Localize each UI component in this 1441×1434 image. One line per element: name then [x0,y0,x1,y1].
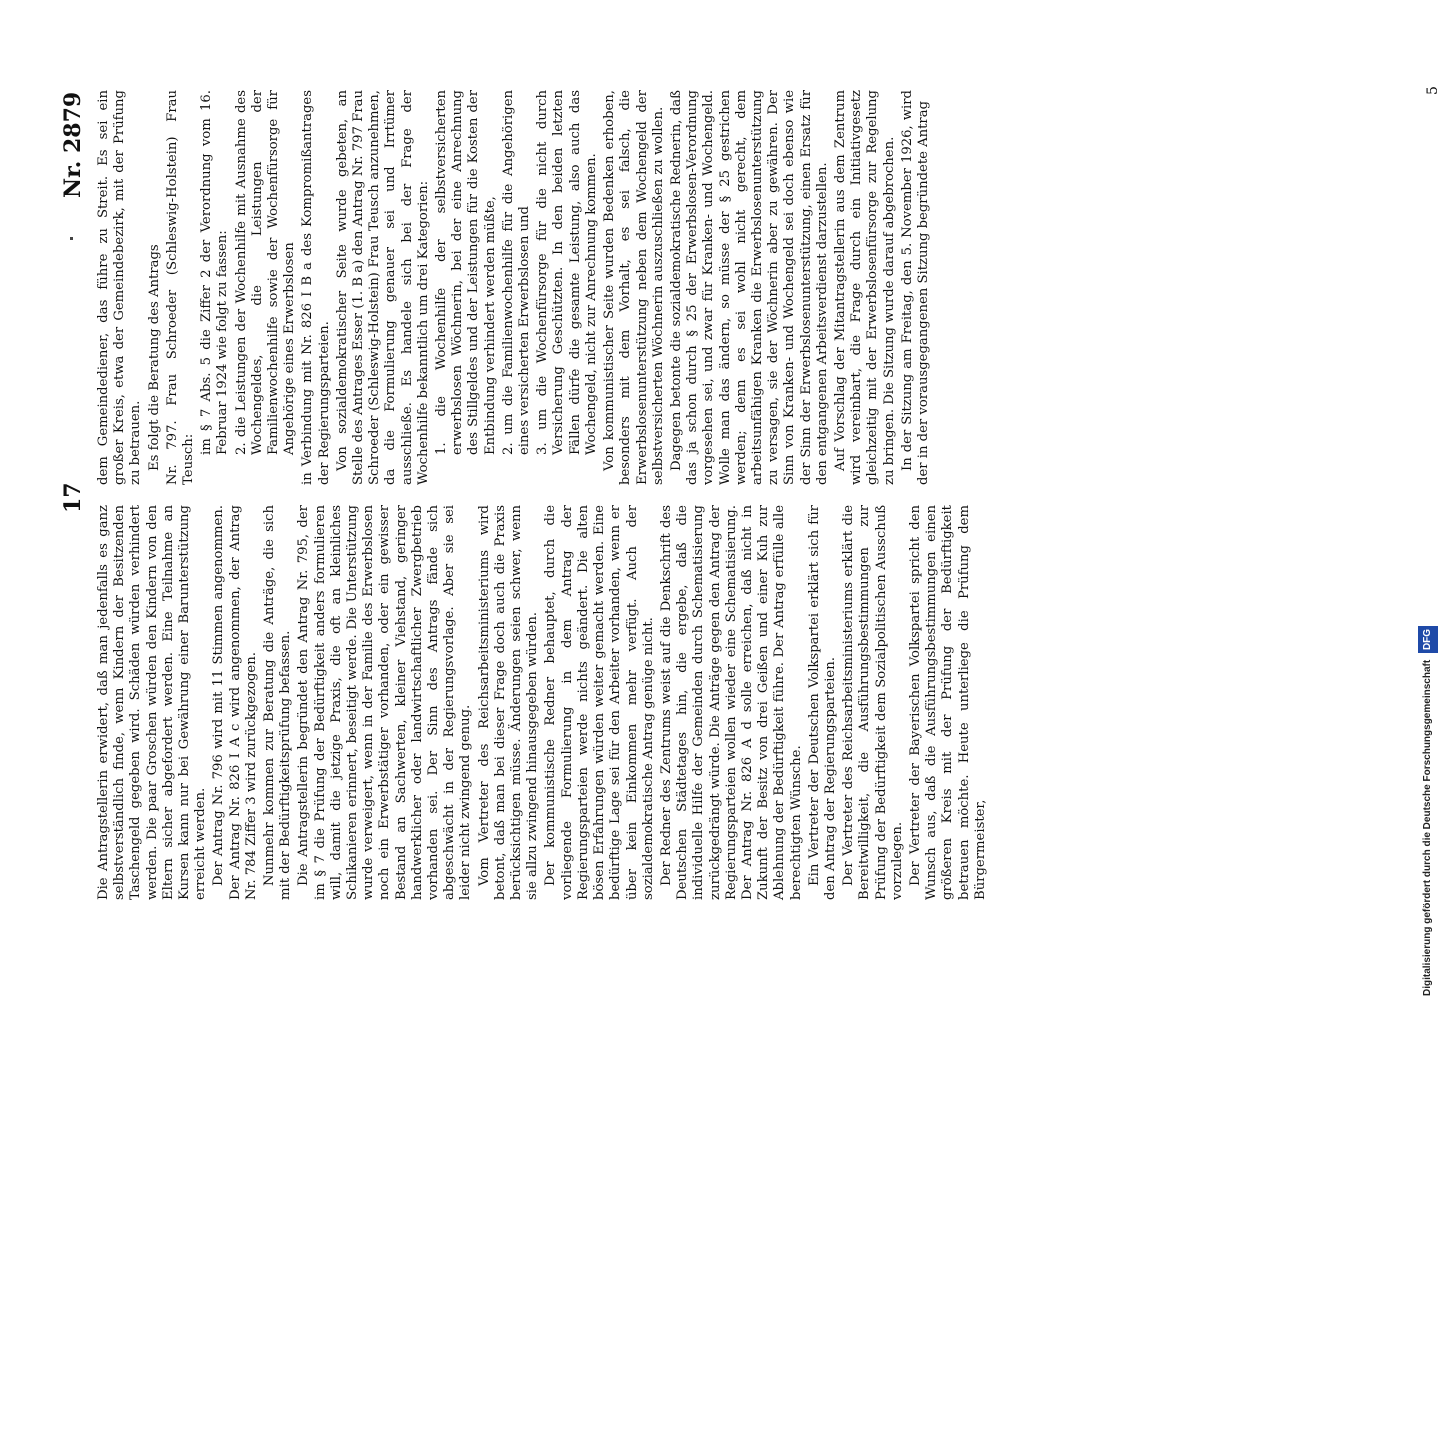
credit-text: Digitalisierung gefördert durch die Deutsche Forschungsgemeinschaft [1422,659,1433,996]
left-column [96,505,991,900]
paragraph: Von kommunistischer Seite wurden Bedenken erhoben, besonders mit dem Vorhalt, es sei falsch, die Erwerbslosenunterstützung neben dem Wochengeld der selbstversicherten Wöchnerin auszuschließen zu wollen. [602,90,666,485]
dfg-logo: DFG [1418,626,1438,653]
paragraph: Der Vertreter des Reichsarbeitsministeriums erklärt die Bereitwilligkeit, die Ausführungsbestimmungen zur Prüfung der Bedürftigkeit dem Sozialpolitischen Ausschuß vorzulegen. [841,505,905,900]
paragraph: dem Gemeindediener, das führe zu Streit. Es sei ein großer Kreis, etwa der Gemeindebezirk, mit der Prüfung zu betrauen. [96,90,144,485]
paragraph: Ein Vertreter der Deutschen Volkspartei erklärt sich für den Antrag der Regierungsparteien. [806,505,838,900]
speck [70,237,73,240]
motion-title: Nr. 797. Frau Schroeder (Schleswig-Holstein) Frau Teusch: [164,90,197,485]
paragraph: Der kommunistische Redner behauptet, durch die vorliegende Formulierung in dem Antrag der Regierungsparteien werde nichts geändert. Die alten bösen Erfahrungen würden weiter gemacht werden. Eine bedürftige Lage sei für den Arbeiter vorhanden, wenn er über kein Einkommen mehr verfügt. Auch der sozialdemokratische Antrag genüge nicht. [543,505,656,900]
paragraph: Es folgt die Beratung des Antrags [146,244,162,471]
paragraph: Der Redner des Zentrums weist auf die Denkschrift des Deutschen Städtetages hin, die ergebe, daß die individuelle Hilfe der Gemeinden durch Schematisierung zurückgedrängt würde. Die Anträge gegen den Antrag der Regierungsparteien wollen wieder eine Schematisierung. Der Antrag Nr. 826 A d solle erreichen, daß nicht in Zukunft der Besitz von drei Geißen und einer Kuh zur Ablehnung der Bedürftigkeit führe. Der Antrag erfülle alle berechtigten Wünsche. [658,505,804,900]
list-item: 1. die Wochenhilfe der selbstversicherten erwerbslosen Wöchnerin, bei der eine Anrechnung des Stillgeldes und der Leistungen für die Kosten der Entbindung verhindert werden müßte, [434,90,498,455]
motion-text: im § 7 Abs. 5 die Ziffer 2 der Verordnung vom 16. Februar 1924 wie folgt zu fassen: [199,90,231,455]
paragraph: In der Sitzung am Freitag, den 5. November 1926, wird der in der vorausgegangenen Sitzung begründete Antrag [899,90,931,485]
motion-text: 2. die Leistungen der Wochenhilfe mit Ausnahme des Wochengeldes, die Leistungen der Familienwochenhilfe sowie der Wochenfürsorge für Angehörige eines Erwerbslosen [233,90,298,455]
paragraph: Die Antragstellerin erwidert, daß man jedenfalls es ganz selbstverständlich finde, wenn Kindern der Besitzenden Taschengeld gegeben wird. Schäden würden verhindert werden. Die paar Groschen würden den Kindern von den Eltern sicher abgefordert werden. Eine Teilnahme an Kursen kann nur bei Gewährung einer Barunterstützung erreicht werden. [96,505,209,900]
bottom-marker: 5 [1425,86,1441,95]
paragraph: Der Vertreter der Bayerischen Volkspartei spricht den Wunsch aus, daß die Ausführungsbestimmungen einen größeren Kreis mit der Prüfung der Bedürftigkeit betrauen möchte. Heute unterliege die Prüfung dem Bürgermeister, [907,505,988,900]
paragraph: in Verbindung mit Nr. 826 I B a des Kompromißantrages der Regierungsparteien. [300,90,332,485]
paragraph: Dagegen betonte die sozialdemokratische Rednerin, daß das ja schon durch § 25 der Erwerbslosen-Verordnung vorgesehen sei, und zwar für Kranken- und Wochengeld. Wolle man das ändern, so müsse der § 25 gestrichen werden; denn es sei wohl nicht gerecht, dem arbeitsunfähigen Kranken die Erwerbslosenunterstützung zu versagen, sie der Wöchnerin aber zu gewähren. Der Sinn von Kranken- und Wochengeld sei doch ebenso wie der Sinn der Erwerbslosenunterstützung, einen Ersatz für den entgangenen Arbeitsverdienst darzustellen. [668,90,830,485]
right-column [96,90,934,485]
paragraph: Nunmehr kommen zur Beratung die Anträge, die sich mit der Bedürftigkeitsprüfung befassen. [262,505,294,900]
paragraph: Auf Vorschlag der Mitantragstellerin aus dem Zentrum wird vereinbart, die Frage durch ein Initiativgesetz gleichzeitig mit der Erwerbslosenfürsorge zur Regelung zu bringen. Die Sitzung wurde darauf abgebrochen. [832,90,897,485]
paragraph: Die Antragstellerin begründet den Antrag Nr. 795, der im § 7 die Prüfung der Bedürftigkeit anders formulieren will, damit die jetzige Praxis, die oft an kleinliches Schikanieren erinnert, beseitigt werde. Die Unterstützung wurde verweigert, wenn in der Familie des Erwerbslosen noch ein Erwerbstätiger vorhanden, oder ein gewisser Bestand an Sachwerten, kleiner Viehstand, geringer handwerklicher oder landwirtschaftlicher Zwergbetrieb vorhanden sei. Der Sinn des Antrags fände sich abgeschwächt in der Regierungsvorlage. Aber sie sei leider nicht zwingend genug. [296,505,474,900]
list-item: 3. um die Wochenfürsorge für die nicht durch Versicherung Geschützten. In den beiden letzten Fällen dürfe die gesamte Leistung, also auch das Wochengeld, nicht zur Anrechnung kommen. [535,90,599,455]
paragraph: Der Antrag Nr. 796 wird mit 11 Stimmen angenommen. Der Antrag Nr. 826 I A c wird angenommen, der Antrag Nr. 784 Ziffer 3 wird zurückgezogen. [211,505,259,900]
paragraph: Vom Vertreter des Reichsarbeitsministeriums wird betont, daß man bei dieser Frage doch auch die Praxis berücksichtigen müsse. Änderungen seien schwer, wenn sie allzu zwingend hinausgegeben würden. [476,505,541,900]
page-number: 17 [60,482,86,513]
paragraph: Von sozialdemokratischer Seite wurde gebeten, an Stelle des Antrages Esser (1. B a) den Antrag Nr. 797 Frau Schroeder (Schleswig-Holstein) Frau Teusch anzunehmen, da die Formulierung genauer sei und Irrtümer ausschließe. Es handele sich bei der Frage der Wochenhilfe bekanntlich um drei Kategorien: [334,90,431,485]
issue-number: Nr. 2879 [60,91,86,198]
list-item: 2. um die Familienwochenhilfe für die Angehörigen eines versicherten Erwerbslosen und [500,90,533,455]
digitization-credit [1418,6,1438,996]
